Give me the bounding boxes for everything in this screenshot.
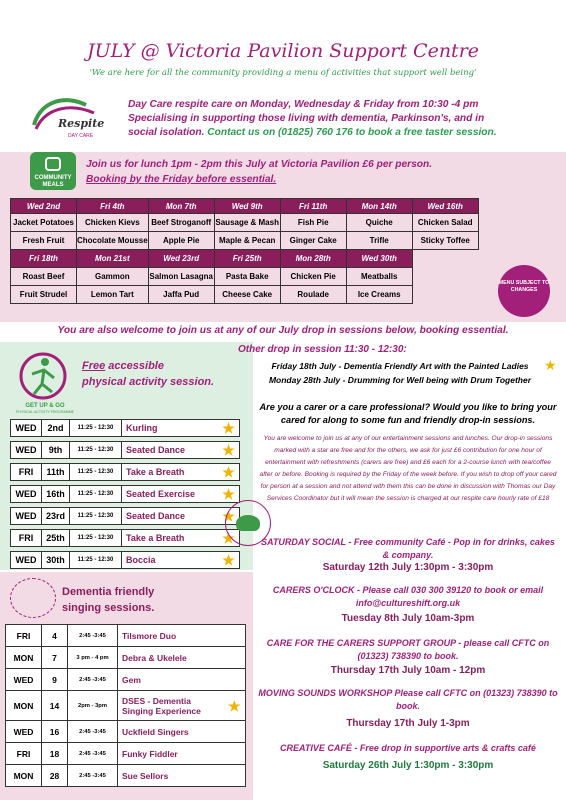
event-date: Saturday 26th July 1:30pm - 3:30pm [322, 760, 494, 771]
intro-line-1: Day Care respite care on Monday, Wednesday & Friday from 10:30 -4 pm [128, 99, 479, 110]
table-row [6, 765, 246, 787]
date-cell: 9th [42, 441, 70, 459]
menu-dessert: Chocolate Mousse [77, 232, 149, 250]
table-row [10, 419, 240, 437]
menu-dessert: Apple Pie [148, 232, 214, 250]
activity-cell: Kurling [122, 419, 218, 437]
lunch-booking-note: Booking by the Friday before essential. [86, 174, 277, 185]
date-cell: 25th [42, 529, 70, 547]
day-cell: WED [10, 551, 42, 569]
time-cell: 11:25 - 12:30 [70, 463, 122, 481]
tagline: 'We are here for all the community providing a menu of activities that support well being' [89, 68, 477, 78]
menu-main: Chicken Kievs [77, 214, 149, 232]
community-meals-logo [30, 152, 76, 190]
event-date: Thursday 17th July 10am - 12pm [330, 665, 486, 676]
day-cell: WED [6, 669, 42, 691]
menu-empty-cell [412, 286, 478, 304]
singing-heading [62, 584, 252, 616]
menu-day: Wed 16th [412, 199, 478, 214]
table-row [6, 721, 246, 743]
day-cell: WED [10, 419, 42, 437]
date-cell: 7 [42, 647, 68, 669]
singing-heading-2: singing sessions. [62, 602, 155, 614]
star-icon: ★ [218, 551, 240, 569]
table-row [10, 441, 240, 459]
menu-dessert: Maple & Pecan [214, 232, 280, 250]
activity-cell: Seated Dance [122, 507, 218, 525]
table-row [6, 691, 246, 721]
menu-day: Wed 30th [346, 250, 412, 268]
respite-logo [26, 95, 116, 145]
lunch-menu-table [10, 198, 479, 304]
time-cell: 11:25 - 12:30 [70, 551, 122, 569]
table-row [10, 463, 240, 481]
menu-day: Wed 9th [214, 199, 280, 214]
star-icon: ★ [544, 357, 557, 373]
menu-day: Mon 21st [77, 250, 149, 268]
menu-dessert: Cheese Cake [214, 286, 280, 304]
menu-dessert: Ginger Cake [280, 232, 346, 250]
date-cell: 23rd [42, 507, 70, 525]
table-row [10, 551, 240, 569]
time-cell: 2:45 -3:45 [68, 669, 118, 691]
table-row [10, 529, 240, 547]
intro-line-3a: social isolation. [128, 127, 205, 138]
date-cell: 9 [42, 669, 68, 691]
day-cell: MON [6, 647, 42, 669]
menu-day: Mon 14th [346, 199, 412, 214]
carer-question: Are you a carer or a care professional? Would you like to bring your cared for along to some fun and friendly drop-in sessions. [259, 402, 557, 425]
star-icon: ★ [224, 691, 246, 721]
activity-cell: Seated Exercise [122, 485, 218, 503]
menu-dessert: Lemon Tart [77, 286, 149, 304]
welcome-line: You are also welcome to join us at any of our July drop in sessions below, booking essential. [57, 325, 509, 336]
time-cell: 2:45 -3:45 [68, 625, 118, 647]
day-cell: FRI [6, 625, 42, 647]
day-cell: WED [10, 485, 42, 503]
table-row [6, 625, 246, 647]
time-cell: 11:25 - 12:30 [70, 485, 122, 503]
date-cell: 16th [42, 485, 70, 503]
intro-line-2: Specialising in supporting those living with dementia, Parkinson's, and in [128, 113, 485, 124]
community-meals-text: COMMUNITY MEALS [34, 175, 72, 188]
menu-main: Jacket Potatoes [11, 214, 77, 232]
physical-activity-heading [82, 358, 252, 390]
star-icon: ★ [218, 419, 240, 437]
act-cell: Tilsmore Duo [118, 625, 246, 647]
menu-main: Gammon [77, 268, 149, 286]
menu-dessert: Roulade [280, 286, 346, 304]
menu-empty-cell [412, 268, 478, 286]
event-title: CARE FOR THE CARERS SUPPORT GROUP - please call CFTC on (01323) 738390 to book. [266, 638, 550, 661]
time-cell: 11:25 - 12:30 [70, 419, 122, 437]
activity-cell: Boccia [122, 551, 218, 569]
day-cell: WED [10, 507, 42, 525]
event-title: MOVING SOUNDS WORKSHOP Please call CFTC on (01323) 738390 to book. [258, 688, 558, 711]
act-cell: Gem [118, 669, 246, 691]
act-cell: DSES - Dementia Singing Experience [118, 691, 224, 721]
act-cell: Uckfield Singers [118, 721, 246, 743]
act-cell: Debra & Ukelele [118, 647, 246, 669]
activity-cell: Take a Breath [122, 463, 218, 481]
menu-day: Fri 25th [214, 250, 280, 268]
menu-main: Sausage & Mash [214, 214, 280, 232]
singing-table [5, 624, 246, 787]
time-cell: 2pm - 3pm [68, 691, 118, 721]
star-icon: ★ [218, 463, 240, 481]
menu-dessert: Fruit Strudel [11, 286, 77, 304]
date-cell: 2nd [42, 419, 70, 437]
table-row [10, 485, 240, 503]
menu-main: Meatballs [346, 268, 412, 286]
menu-day: Fri 11th [280, 199, 346, 214]
activity-cell: Seated Dance [122, 441, 218, 459]
star-icon: ★ [218, 485, 240, 503]
menu-dessert: Sticky Toffee [412, 232, 478, 250]
intro-block [128, 98, 558, 140]
menu-day: Fri 4th [77, 199, 149, 214]
menu-main: Salmon Lasagna [148, 268, 214, 286]
menu-day: Mon 28th [280, 250, 346, 268]
other-drop-in-line-1: Friday 18th July - Dementia Friendly Art with the Painted Ladies [271, 361, 529, 371]
other-drop-in-heading: Other drop in session 11:30 - 12:30: [238, 344, 407, 355]
menu-main: Chicken Salad [412, 214, 478, 232]
menu-empty-cell [412, 250, 478, 268]
menu-main: Quiche [346, 214, 412, 232]
menu-main: Pasta Bake [214, 268, 280, 286]
bowl-icon [45, 157, 61, 171]
event-title: SATURDAY SOCIAL - Free community Café - Pop in for drinks, cakes & company. [261, 537, 555, 560]
date-cell: 14 [42, 691, 68, 721]
time-cell: 2:45 -3:45 [68, 743, 118, 765]
time-cell: 3 pm - 4 pm [68, 647, 118, 669]
lunch-text [86, 157, 556, 187]
menu-main: Roast Beef [11, 268, 77, 286]
menu-day: Wed 23rd [148, 250, 214, 268]
act-cell: Funky Fiddler [118, 743, 246, 765]
day-cell: FRI [6, 743, 42, 765]
house-icon [236, 515, 260, 531]
star-icon: ★ [218, 529, 240, 547]
respite-logo-sub: DAY CARE [68, 133, 94, 139]
menu-dessert: Fresh Fruit [11, 232, 77, 250]
date-cell: 16 [42, 721, 68, 743]
intro-line-3 [128, 126, 558, 140]
table-row [6, 647, 246, 669]
date-cell: 11th [42, 463, 70, 481]
day-cell: FRI [10, 463, 42, 481]
event-date: Tuesday 8th July 10am-3pm [341, 613, 475, 624]
menu-day: Fri 18th [11, 250, 77, 268]
time-cell: 11:25 - 12:30 [70, 507, 122, 525]
dementia-friendly-logo [10, 578, 56, 618]
menu-main: Fish Pie [280, 214, 346, 232]
heading-line-2: physical activity session. [82, 376, 215, 388]
date-cell: 4 [42, 625, 68, 647]
star-icon: ★ [218, 441, 240, 459]
time-cell: 11:25 - 12:30 [70, 529, 122, 547]
day-cell: MON [6, 765, 42, 787]
heading-rest: accessible [105, 360, 164, 372]
day-cell: WED [10, 441, 42, 459]
event-title: CARERS O'CLOCK - Please call 030 300 39120 to book or email info@cultureshift.org.uk [272, 585, 544, 608]
get-up-and-go-subtext: PHYSICAL ACTIVITY PROGRAMME [16, 410, 74, 414]
table-row [6, 743, 246, 765]
respite-logo-text: Respite [58, 117, 105, 130]
time-cell: 2:45 -3:45 [68, 765, 118, 787]
menu-main: Beef Stroganoff [148, 214, 214, 232]
menu-dessert: Trifle [346, 232, 412, 250]
event-date: Thursday 17th July 1-3pm [346, 718, 470, 729]
event-title: CREATIVE CAFÉ - Free drop in supportive arts & crafts café [280, 743, 536, 753]
time-cell: 2:45 -3:45 [68, 721, 118, 743]
physical-activity-table [10, 415, 240, 573]
star-icon: ★ [218, 507, 240, 525]
act-cell: Sue Sellors [118, 765, 246, 787]
table-row [6, 669, 246, 691]
menu-day: Wed 2nd [11, 199, 77, 214]
menu-subject-to-change-badge: MENU SUBJECT TO CHANGES [498, 265, 550, 317]
page-title: JULY @ Victoria Pavilion Support Centre [86, 40, 480, 62]
day-cell: MON [6, 691, 42, 721]
get-up-and-go-text: GET UP & GO [25, 403, 65, 409]
menu-dessert: Ice Creams [346, 286, 412, 304]
intro-contact: Contact us on (01825) 760 176 to book a free taster session. [204, 127, 497, 138]
menu-main: Chicken Pie [280, 268, 346, 286]
date-cell: 30th [42, 551, 70, 569]
menu-day: Mon 7th [148, 199, 214, 214]
time-cell: 11:25 - 12:30 [70, 441, 122, 459]
get-up-and-go-logo [14, 348, 72, 406]
date-cell: 28 [42, 765, 68, 787]
date-cell: 18 [42, 743, 68, 765]
table-row [10, 507, 240, 525]
carer-paragraph: You are welcome to join us at any of our entertainment sessions and lunches. Our drop-in sessions marked with a star are free and for the others, we ask for just £6 contribution for one hour of entertainment with refreshments (carers are free) and £6 each for a 2-course lunch with tea/coffee after or before. Booking is required by the Friday of the week before. If you wish to drop off your cared for person at a session and not attend with them this can be done in discussion with Thomas our Day Services Coordinator but it will mean the session is charged at our respite care hourly rate of £18 [259, 435, 557, 502]
event-date: Saturday 12th July 1:30pm - 3:30pm [322, 562, 494, 573]
day-cell: FRI [10, 529, 42, 547]
free-word: Free [82, 360, 106, 372]
day-cell: WED [6, 721, 42, 743]
lunch-line-1: Join us for lunch 1pm - 2pm this July at Victoria Pavilion £6 per person. [86, 159, 433, 170]
menu-dessert: Jaffa Pud [148, 286, 214, 304]
other-drop-in-line-2: Monday 28th July - Drumming for Well being with Drum Together [268, 375, 532, 385]
singing-heading-1: Dementia friendly [62, 586, 155, 598]
activity-cell: Take a Breath [122, 529, 218, 547]
